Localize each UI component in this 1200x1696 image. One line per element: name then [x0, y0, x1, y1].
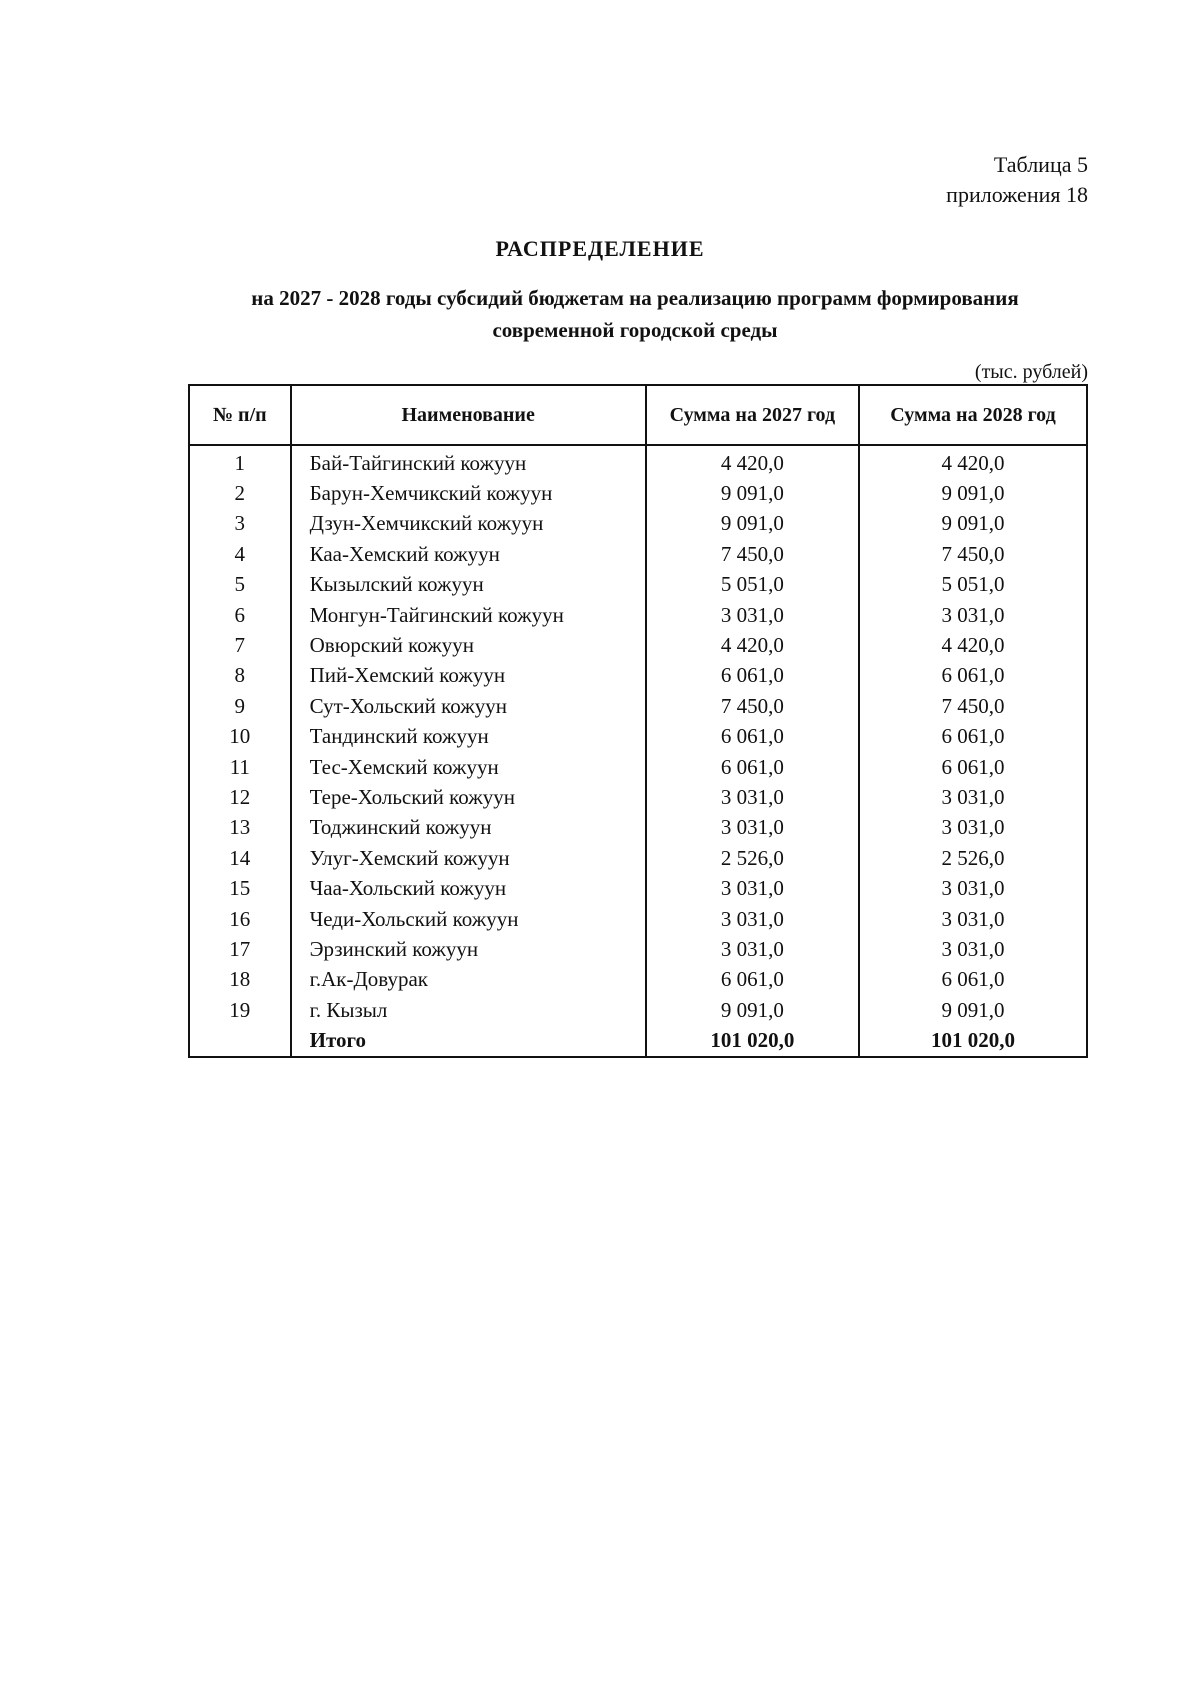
row-2028-cell: 4 420,0: [859, 445, 1087, 478]
row-name-cell: Тес-Хемский кожуун: [291, 752, 646, 782]
table-row: [189, 570, 1087, 600]
table-row: [189, 965, 1087, 995]
row-number-cell: 1: [189, 445, 291, 478]
row-number-cell: 10: [189, 722, 291, 752]
row-2027-cell: 6 061,0: [646, 752, 859, 782]
table-row: [189, 934, 1087, 964]
row-2027-cell: 3 031,0: [646, 904, 859, 934]
row-2028-cell: 9 091,0: [859, 509, 1087, 539]
row-2028-cell: 3 031,0: [859, 813, 1087, 843]
table-body: [189, 445, 1087, 1057]
row-2028-cell: 4 420,0: [859, 630, 1087, 660]
row-2028-cell: 6 061,0: [859, 661, 1087, 691]
row-name-cell: Каа-Хемский кожуун: [291, 539, 646, 569]
table-label: Таблица 5: [993, 152, 1088, 177]
row-2028-cell: 5 051,0: [859, 570, 1087, 600]
document-subtitle: [195, 282, 1075, 346]
row-number-cell: 4: [189, 539, 291, 569]
row-number-cell: 17: [189, 934, 291, 964]
row-2027-cell: 9 091,0: [646, 995, 859, 1025]
table-row: [189, 478, 1087, 508]
row-name-cell: Чаа-Хольский кожуун: [291, 873, 646, 903]
row-name-cell: Бай-Тайгинский кожуун: [291, 445, 646, 478]
total-label-cell: Итого: [291, 1025, 646, 1056]
total-2027-cell: 101 020,0: [646, 1025, 859, 1056]
row-2027-cell: 3 031,0: [646, 782, 859, 812]
table-row: [189, 661, 1087, 691]
table-row: [189, 509, 1087, 539]
row-name-cell: Эрзинский кожуун: [291, 934, 646, 964]
row-name-cell: Чеди-Хольский кожуун: [291, 904, 646, 934]
table-row: [189, 904, 1087, 934]
row-2028-cell: 3 031,0: [859, 782, 1087, 812]
row-2028-cell: 9 091,0: [859, 478, 1087, 508]
table-row: [189, 630, 1087, 660]
row-2028-cell: 7 450,0: [859, 691, 1087, 721]
row-name-cell: Овюрский кожуун: [291, 630, 646, 660]
row-2028-cell: 2 526,0: [859, 843, 1087, 873]
document-title: РАСПРЕДЕЛЕНИЕ: [495, 236, 705, 261]
row-2027-cell: 7 450,0: [646, 691, 859, 721]
row-number-cell: 5: [189, 570, 291, 600]
distribution-table: [188, 384, 1088, 1058]
row-2028-cell: 3 031,0: [859, 904, 1087, 934]
row-2028-cell: 7 450,0: [859, 539, 1087, 569]
row-number-cell: 18: [189, 965, 291, 995]
row-number-cell: 11: [189, 752, 291, 782]
row-2027-cell: 3 031,0: [646, 600, 859, 630]
units-note: (тыс. рублей): [974, 361, 1088, 383]
row-2027-cell: 3 031,0: [646, 873, 859, 903]
row-2028-cell: 3 031,0: [859, 600, 1087, 630]
row-2027-cell: 4 420,0: [646, 445, 859, 478]
row-2027-cell: 9 091,0: [646, 478, 859, 508]
row-number-cell: 14: [189, 843, 291, 873]
row-2027-cell: 2 526,0: [646, 843, 859, 873]
row-2028-cell: 6 061,0: [859, 722, 1087, 752]
row-number-cell: 6: [189, 600, 291, 630]
row-number-cell: 3: [189, 509, 291, 539]
row-2028-cell: 9 091,0: [859, 995, 1087, 1025]
row-name-cell: Улуг-Хемский кожуун: [291, 843, 646, 873]
row-name-cell: г.Ак-Довурак: [291, 965, 646, 995]
row-number-cell: 13: [189, 813, 291, 843]
row-name-cell: Монгун-Тайгинский кожуун: [291, 600, 646, 630]
row-name-cell: Тандинский кожуун: [291, 722, 646, 752]
row-number-cell: 7: [189, 630, 291, 660]
table-row: [189, 873, 1087, 903]
appendix-label: приложения 18: [946, 182, 1088, 207]
total-row: [189, 1025, 1087, 1056]
row-name-cell: Пий-Хемский кожуун: [291, 661, 646, 691]
total-2028-cell: 101 020,0: [859, 1025, 1087, 1056]
row-name-cell: Тоджинский кожуун: [291, 813, 646, 843]
row-number-cell: 9: [189, 691, 291, 721]
row-number-cell: 15: [189, 873, 291, 903]
subtitle-line-1: на 2027 - 2028 годы субсидий бюджетам на реализацию программ формирования: [251, 286, 1019, 310]
row-number-cell: 8: [189, 661, 291, 691]
row-2028-cell: 6 061,0: [859, 752, 1087, 782]
row-number-cell: 2: [189, 478, 291, 508]
column-header-number: № п/п: [189, 385, 291, 445]
row-2028-cell: 6 061,0: [859, 965, 1087, 995]
row-name-cell: Кызылский кожуун: [291, 570, 646, 600]
row-2027-cell: 6 061,0: [646, 965, 859, 995]
table-row: [189, 445, 1087, 478]
row-name-cell: Барун-Хемчикский кожуун: [291, 478, 646, 508]
table-header-row: [189, 385, 1087, 445]
row-name-cell: Сут-Хольский кожуун: [291, 691, 646, 721]
subtitle-line-2: современной городской среды: [492, 318, 778, 342]
row-number-cell: 12: [189, 782, 291, 812]
table-row: [189, 813, 1087, 843]
total-number-cell: [189, 1025, 291, 1056]
column-header-2028: Сумма на 2028 год: [859, 385, 1087, 445]
table-reference: [946, 150, 1088, 210]
row-name-cell: Тере-Хольский кожуун: [291, 782, 646, 812]
row-name-cell: Дзун-Хемчикский кожуун: [291, 509, 646, 539]
column-header-name: Наименование: [291, 385, 646, 445]
row-number-cell: 16: [189, 904, 291, 934]
row-2027-cell: 3 031,0: [646, 934, 859, 964]
row-number-cell: 19: [189, 995, 291, 1025]
row-2027-cell: 5 051,0: [646, 570, 859, 600]
row-2027-cell: 7 450,0: [646, 539, 859, 569]
row-2027-cell: 3 031,0: [646, 813, 859, 843]
column-header-2027: Сумма на 2027 год: [646, 385, 859, 445]
row-2028-cell: 3 031,0: [859, 873, 1087, 903]
row-2027-cell: 9 091,0: [646, 509, 859, 539]
row-2027-cell: 6 061,0: [646, 661, 859, 691]
table-row: [189, 995, 1087, 1025]
row-2027-cell: 4 420,0: [646, 630, 859, 660]
table-row: [189, 722, 1087, 752]
table-row: [189, 843, 1087, 873]
table-row: [189, 752, 1087, 782]
row-2028-cell: 3 031,0: [859, 934, 1087, 964]
table-row: [189, 539, 1087, 569]
table-row: [189, 600, 1087, 630]
table-row: [189, 782, 1087, 812]
row-name-cell: г. Кызыл: [291, 995, 646, 1025]
table-row: [189, 691, 1087, 721]
row-2027-cell: 6 061,0: [646, 722, 859, 752]
